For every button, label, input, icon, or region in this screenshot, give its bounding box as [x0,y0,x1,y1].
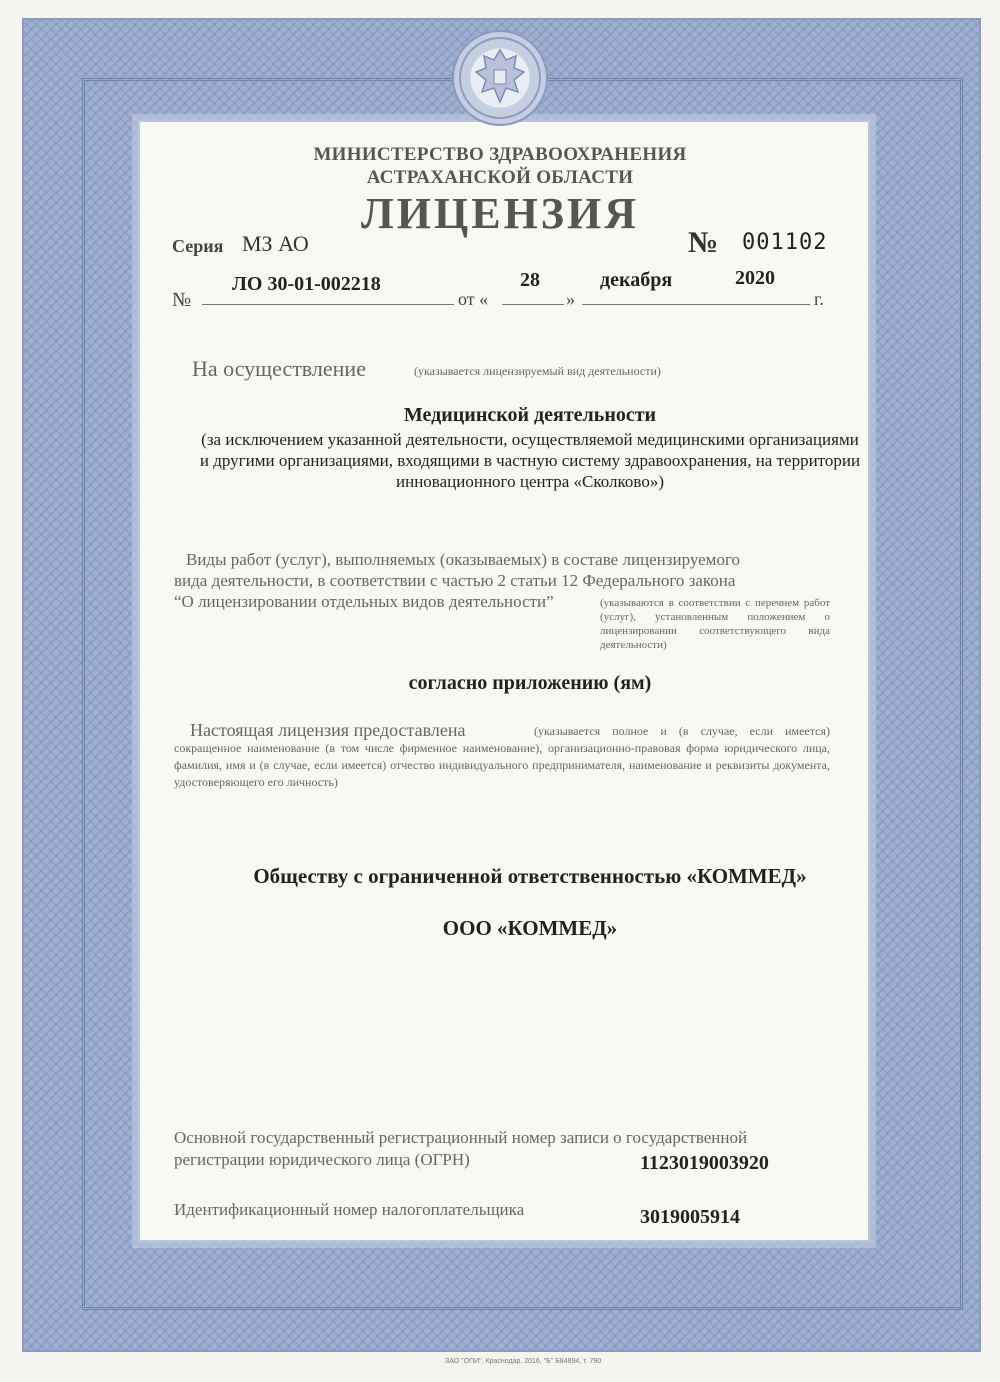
date-from-label: от « [458,289,489,309]
activity-desc-line-1: (за исключением указанной деятельности, осуществляемой медицинскими организациями [201,430,859,449]
date-year: 2020 [735,267,775,289]
date-month: декабря [600,269,673,291]
ogrn-value: 1123019003920 [640,1152,769,1174]
series-value: МЗ АО [242,231,309,256]
ministry-line-2: АСТРАХАНСКОЙ ОБЛАСТИ [366,167,634,188]
reg-number-underline [202,304,454,305]
date-day-underline [502,304,564,305]
activity-desc-line-2: и другими организациями, входящими в частную систему здравоохранения, на территории [199,451,861,470]
date-year-suffix: г. [814,289,824,309]
coat-of-arms-icon [452,30,548,126]
printer-note: ЗАО "ОПИ", Краснодар, 2016, "Б" Б84894, т. 790 [445,1358,602,1365]
inn-value: 3019005914 [640,1206,740,1228]
activity-title: Медицинской деятельности [403,404,657,426]
ministry-line-1: МИНИСТЕРСТВО ЗДРАВООХРАНЕНИЯ [313,144,687,165]
blank-number-label: № [688,226,719,259]
inn-label: Идентификационный номер налогоплательщика [174,1200,525,1219]
activity-hint: (указывается лицензируемый вид деятельности) [414,364,661,378]
works-line-2: вида деятельности, в соответствии с частью 2 статьи 12 Федерального закона [174,571,736,590]
series-label: Серия [172,236,224,256]
works-line-1: Виды работ (услуг), выполняемых (оказываемых) в составе лицензируемого [186,550,740,569]
ogrn-label-line-1: Основной государственный регистрационный номер записи о государственной [174,1128,748,1147]
holder-label: Настоящая лицензия предоставлена [190,720,466,740]
blank-number-value: 001102 [742,230,828,255]
date-month-year-underline [582,304,810,305]
activity-desc-line-3: инновационного центра «Сколково») [396,472,664,491]
reg-number-label: № [172,289,192,311]
ogrn-label-line-2: регистрации юридического лица (ОГРН) [174,1150,470,1169]
date-close-quote: » [566,289,575,309]
reg-number-value: ЛО 30-01-002218 [232,273,381,295]
date-day: 28 [520,269,540,291]
works-line-3: “О лицензировании отдельных видов деятельности” [174,592,554,611]
works-hint: (указываются в соответствии с перечнем работ (услуг), установленным положением о лицензировании соответствующего вида деятельности) [600,597,830,651]
activity-label: На осуществление [192,356,366,381]
works-value: согласно приложению (ям) [408,672,652,694]
document-title: ЛИЦЕНЗИЯ [360,189,640,238]
holder-full-name: Обществу с ограниченной ответственностью «КОММЕД» [253,864,807,888]
holder-short-name: ООО «КОММЕД» [442,916,618,940]
holder-hint: (указывается полное и (в случае, если имеется) сокращенное наименование (в том числе фирменное наименование), организационно-правовая форма юридического лица, фамилия, имя и (в случае, если имеется) отчество индивидуального предпринимателя, наименование и реквизиты документа, удостоверяющего его личность) [174,724,830,789]
